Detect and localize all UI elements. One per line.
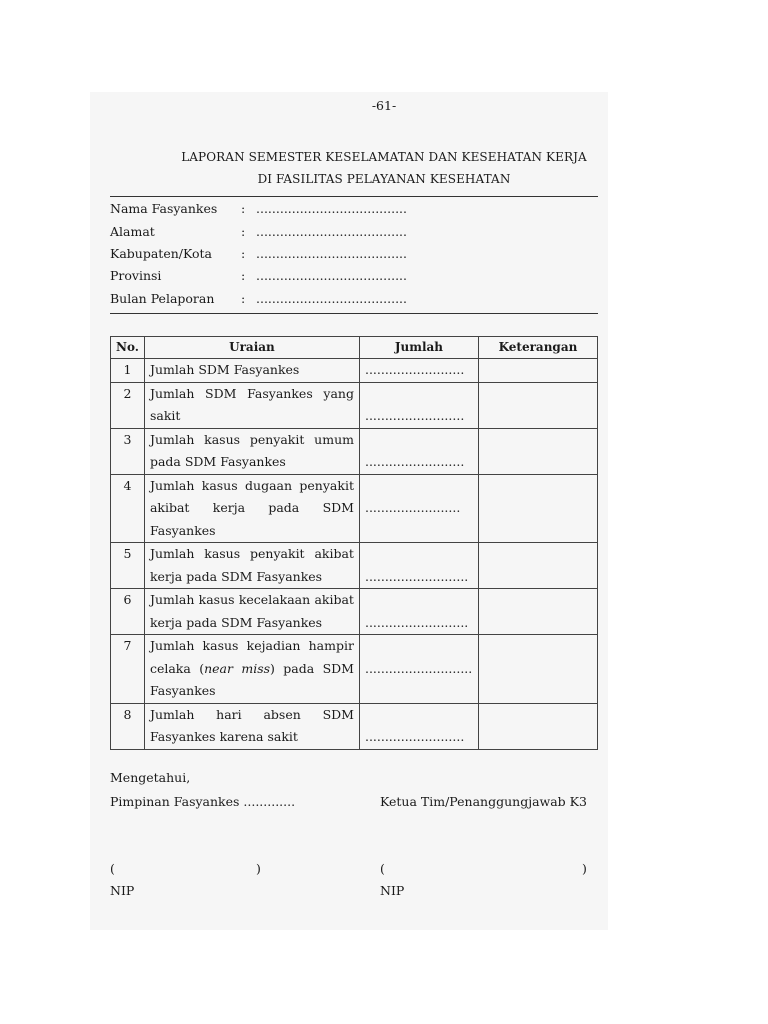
right-signature-paren-open: ( bbox=[380, 861, 385, 876]
row-keterangan bbox=[478, 474, 597, 543]
header-uraian: Uraian bbox=[144, 337, 359, 359]
table-row bbox=[111, 382, 598, 428]
table-header-row bbox=[111, 337, 598, 359]
field-value: ...................................... bbox=[256, 201, 407, 216]
row-keterangan bbox=[478, 543, 597, 589]
field-label: Kabupaten/Kota bbox=[110, 246, 212, 261]
row-uraian: Jumlah hari absen SDM Fasyankes karena sakit bbox=[144, 703, 359, 749]
row-jumlah: ........................... bbox=[359, 635, 478, 704]
field-value: ...................................... bbox=[256, 291, 407, 306]
row-jumlah: ......................... bbox=[359, 359, 478, 383]
row-number: 4 bbox=[111, 474, 145, 543]
row-keterangan bbox=[478, 635, 597, 704]
left-signature-paren-close: ) bbox=[256, 861, 261, 876]
table-row bbox=[111, 635, 598, 704]
right-nip-label: NIP bbox=[380, 883, 405, 898]
table-row bbox=[111, 589, 598, 635]
table-row bbox=[111, 703, 598, 749]
row-keterangan bbox=[478, 382, 597, 428]
table-row bbox=[111, 543, 598, 589]
row-number: 3 bbox=[111, 428, 145, 474]
page-number: -61- bbox=[371, 98, 397, 113]
field-label: Alamat bbox=[110, 224, 155, 239]
row-number: 8 bbox=[111, 703, 145, 749]
row-jumlah: ......................... bbox=[359, 428, 478, 474]
header-no: No. bbox=[111, 337, 145, 359]
row-keterangan bbox=[478, 589, 597, 635]
field-value: ...................................... bbox=[256, 224, 407, 239]
row-number: 5 bbox=[111, 543, 145, 589]
row-jumlah: .......................... bbox=[359, 543, 478, 589]
left-nip-label: NIP bbox=[110, 883, 135, 898]
table-row bbox=[111, 359, 598, 383]
field-colon: : bbox=[241, 268, 246, 283]
row-jumlah: ........................ bbox=[359, 474, 478, 543]
right-signature-paren-close: ) bbox=[582, 861, 587, 876]
left-signature-paren-open: ( bbox=[110, 861, 115, 876]
row-keterangan bbox=[478, 703, 597, 749]
top-divider bbox=[110, 196, 598, 197]
header-jumlah: Jumlah bbox=[359, 337, 478, 359]
field-colon: : bbox=[241, 201, 246, 216]
field-colon: : bbox=[241, 224, 246, 239]
row-number: 6 bbox=[111, 589, 145, 635]
report-title-line-1: LAPORAN SEMESTER KESELAMATAN DAN KESEHATAN KERJA bbox=[181, 150, 587, 164]
field-label: Bulan Pelaporan bbox=[110, 291, 215, 306]
uraian-text: Jumlah kasus kejadian hampir celaka ( bbox=[149, 638, 354, 676]
field-colon: : bbox=[241, 291, 246, 306]
row-uraian: Jumlah kasus penyakit umum pada SDM Fasyankes bbox=[144, 428, 359, 474]
row-number: 7 bbox=[111, 635, 145, 704]
uraian-text: ) pada SDM Fasyankes bbox=[149, 660, 354, 698]
row-jumlah: ......................... bbox=[359, 382, 478, 428]
report-title-line-2: DI FASILITAS PELAYANAN KESEHATAN bbox=[257, 172, 511, 186]
left-signatory-title: Pimpinan Fasyankes ............. bbox=[110, 794, 296, 809]
field-colon: : bbox=[241, 246, 246, 261]
header-keterangan: Keterangan bbox=[478, 337, 597, 359]
row-uraian: Jumlah SDM Fasyankes yang sakit bbox=[144, 382, 359, 428]
table-row bbox=[111, 428, 598, 474]
row-uraian: Jumlah kasus penyakit akibat kerja pada SDM Fasyankes bbox=[144, 543, 359, 589]
uraian-italic-text: near miss bbox=[204, 660, 271, 676]
row-number: 2 bbox=[111, 382, 145, 428]
table-row bbox=[111, 474, 598, 543]
right-signatory-title: Ketua Tim/Penanggungjawab K3 bbox=[380, 794, 587, 809]
acknowledged-label: Mengetahui, bbox=[110, 770, 191, 785]
row-keterangan bbox=[478, 428, 597, 474]
row-keterangan bbox=[478, 359, 597, 383]
bottom-divider bbox=[110, 313, 598, 314]
row-uraian bbox=[144, 635, 359, 704]
field-label: Provinsi bbox=[110, 268, 162, 283]
row-uraian: Jumlah SDM Fasyankes bbox=[144, 359, 359, 383]
field-label: Nama Fasyankes bbox=[110, 201, 218, 216]
row-jumlah: ......................... bbox=[359, 703, 478, 749]
field-value: ...................................... bbox=[256, 246, 407, 261]
row-jumlah: .......................... bbox=[359, 589, 478, 635]
row-uraian: Jumlah kasus dugaan penyakit akibat kerja pada SDM Fasyankes bbox=[144, 474, 359, 543]
row-number: 1 bbox=[111, 359, 145, 383]
report-table bbox=[110, 336, 598, 750]
row-uraian: Jumlah kasus kecelakaan akibat kerja pada SDM Fasyankes bbox=[144, 589, 359, 635]
field-value: ...................................... bbox=[256, 268, 407, 283]
